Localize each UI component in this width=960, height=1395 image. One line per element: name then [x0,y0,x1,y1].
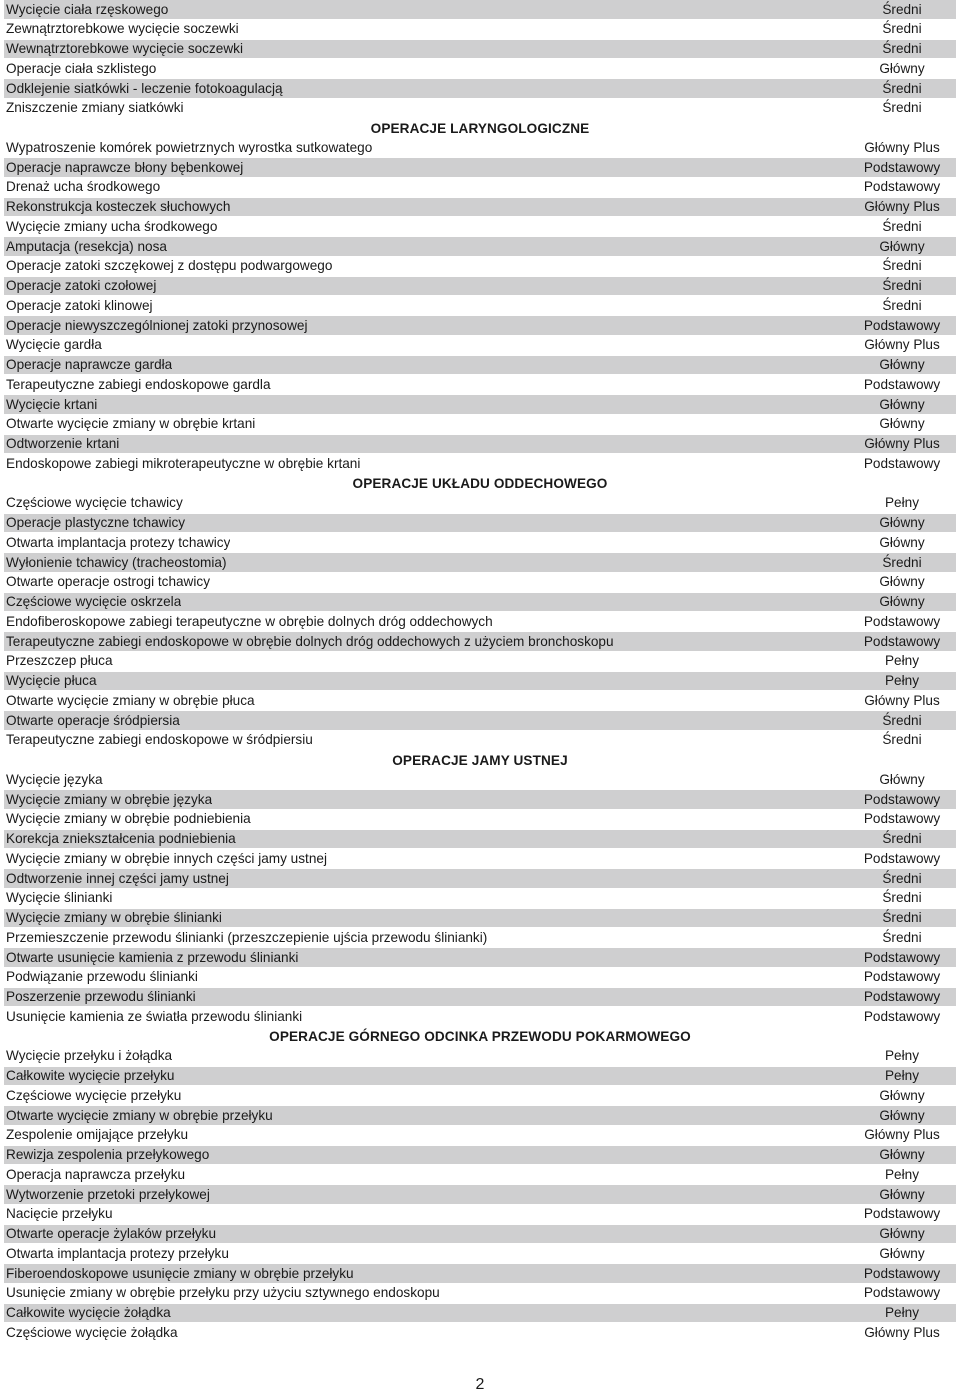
procedure-category: Podstawowy [863,989,941,1004]
procedure-name: Całkowite wycięcie żołądka [6,1305,171,1320]
procedure-name: Wycięcie zmiany w obrębie języka [6,791,213,807]
procedure-name: Przeszczep płuca [6,653,113,669]
table-row [4,257,956,277]
table-row [4,1205,956,1225]
table-row [4,711,956,731]
section-header: OPERACJE UKŁADU ODDECHOWEGO [352,476,608,491]
procedure-category: Pełny [884,1305,919,1320]
procedure-name: Otwarta implantacja protezy tchawicy [6,534,231,550]
table-row [4,277,956,297]
table-row [4,375,956,395]
procedure-name: Drenaż ucha środkowego [6,179,161,195]
table-row [4,20,956,40]
table-row [4,435,956,455]
procedure-category: Podstawowy [863,811,941,827]
table-row [4,178,956,198]
table-row [4,494,956,514]
procedure-category: Pełny [884,673,919,688]
procedure-name: Operacje ciała szklistego [6,60,157,76]
procedure-category: Podstawowy [863,159,941,175]
table-row [4,1067,956,1087]
procedure-category: Podstawowy [863,791,941,807]
table-row [4,395,956,415]
procedure-name: Operacje niewyszczególnionej zatoki przynosowej [6,317,308,333]
procedure-category: Pełny [884,653,919,669]
procedure-name: Wewnątrztorebkowe wycięcie soczewki [6,41,243,56]
procedure-category: Główny [879,1107,925,1123]
procedure-category: Główny [879,1087,925,1103]
procedure-name: Rewizja zespolenia przełykowego [6,1147,210,1162]
procedure-category: Pełny [884,1068,919,1083]
procedure-name: Wyłonienie tchawicy (tracheostomia) [6,554,227,570]
table-row [4,454,956,474]
procedure-category: Podstawowy [863,1285,941,1301]
procedure-category: Pełny [884,495,919,511]
table-row [4,0,956,20]
procedure-name: Endofiberoskopowe zabiegi terapeutyczne w obrębie dolnych dróg oddechowych [6,613,493,629]
procedure-category: Główny Plus [864,199,940,214]
table-row [4,770,956,790]
procedure-category: Średni [882,831,922,846]
table-row [4,336,956,356]
table-row [4,593,956,613]
procedure-category: Podstawowy [863,1206,941,1222]
procedure-category: Podstawowy [863,949,941,965]
procedure-name: Fiberoendoskopowe usunięcie zmiany w obrębie przełyku [6,1265,354,1281]
procedure-category: Średni [882,41,922,56]
table-row [4,1185,956,1205]
table-row [4,672,956,692]
procedure-category: Podstawowy [863,376,941,392]
table-row [4,514,956,534]
procedure-name: Operacje plastyczne tchawicy [6,515,186,530]
procedure-name: Otwarte wycięcie zmiany w obrębie przełyku [6,1107,273,1123]
procedure-category: Pełny [884,1048,919,1064]
table-row [4,691,956,711]
procedure-category: Średni [882,712,922,728]
procedure-name: Częściowe wycięcie tchawicy [6,495,183,511]
table-row [4,59,956,79]
table-row [4,810,956,830]
procedure-name: Wycięcie zmiany ucha środkowego [6,218,218,234]
procedure-name: Częściowe wycięcie oskrzela [6,594,182,609]
procedure-category: Podstawowy [863,633,941,649]
table-row [4,909,956,929]
procedure-name: Całkowite wycięcie przełyku [6,1068,175,1083]
page-number: 2 [475,1376,485,1393]
table-row [4,533,956,553]
procedure-name: Operacje naprawcze błony bębenkowej [6,159,244,175]
table-row [4,1284,956,1304]
table-row [4,869,956,889]
table-row [4,316,956,336]
procedure-table [4,0,956,1343]
procedure-category: Średni [882,297,922,313]
table-row [4,968,956,988]
procedure-name: Częściowe wycięcie przełyku [6,1087,182,1103]
procedure-name: Wycięcie języka [6,771,103,787]
table-row [4,612,956,632]
table-row [4,889,956,909]
procedure-category: Główny Plus [864,139,940,155]
procedure-category: Główny [879,1226,925,1241]
procedure-category: Średni [882,1,922,17]
procedure-category: Główny [879,357,925,372]
procedure-category: Główny Plus [864,692,940,708]
table-row [4,415,956,435]
procedure-name: Usunięcie zmiany w obrębie przełyku przy użyciu sztywnego endoskopu [6,1285,440,1301]
procedure-name: Odtworzenie innej części jamy ustnej [6,870,229,886]
procedure-category: Główny [879,771,925,787]
table-row [4,1007,956,1027]
procedure-name: Otwarte wycięcie zmiany w obrębie krtani [6,416,256,432]
procedure-name: Terapeutyczne zabiegi endoskopowe w śródpiersiu [6,732,313,748]
procedure-category: Główny [879,416,925,432]
procedure-name: Otwarte operacje ostrogi tchawicy [6,574,210,590]
section-header: OPERACJE GÓRNEGO ODCINKA PRZEWODU POKARMOWEGO [269,1029,691,1044]
procedure-category: Średni [882,732,922,748]
procedure-category: Główny [879,238,925,254]
procedure-name: Operacje zatoki klinowej [6,297,153,313]
table-row [4,138,956,158]
table-row [4,790,956,810]
table-row [4,237,956,257]
table-row [4,99,956,119]
procedure-name: Rekonstrukcja kosteczek słuchowych [6,199,231,214]
procedure-category: Średni [882,554,922,570]
table-row [4,79,956,99]
procedure-category: Podstawowy [863,1265,941,1281]
procedure-name: Poszerzenie przewodu ślinianki [6,989,196,1004]
table-row [4,1264,956,1284]
procedure-name: Wycięcie ślinianki [6,890,113,906]
procedure-category: Główny [879,534,925,550]
table-row [4,1165,956,1185]
procedure-name: Usunięcie kamienia ze światła przewodu ślinianki [6,1008,303,1024]
procedure-name: Wycięcie przełyku i żołądka [6,1048,173,1064]
procedure-name: Otwarte usunięcie kamienia z przewodu ślinianki [6,949,299,965]
table-row [4,632,956,652]
table-row [4,1086,956,1106]
procedure-category: Podstawowy [863,179,941,195]
procedure-name: Wycięcie krtani [6,396,98,412]
table-row [4,948,956,968]
section-header: OPERACJE JAMY USTNEJ [392,752,568,768]
procedure-name: Operacje zatoki czołowej [6,278,157,293]
procedure-name: Nacięcie przełyku [6,1206,113,1222]
procedure-category: Średni [882,100,922,116]
procedure-category: Średni [882,218,922,234]
procedure-category: Główny [879,1147,925,1162]
procedure-name: Endoskopowe zabiegi mikroterapeutyczne w obrębie krtani [6,455,361,471]
table-row [4,849,956,869]
procedure-name: Operacje zatoki szczękowej z dostępu podwargowego [6,258,333,274]
procedure-name: Przemieszczenie przewodu ślinianki (przeszczepienie ujścia przewodu ślinianki) [6,929,488,945]
procedure-name: Zniszczenie zmiany siatkówki [6,100,184,116]
procedure-name: Wycięcie ciała rzęskowego [6,1,169,17]
procedure-name: Otwarta implantacja protezy przełyku [6,1245,229,1261]
procedure-name: Otwarte operacje śródpiersia [6,712,180,728]
procedure-name: Zespolenie omijające przełyku [6,1127,189,1143]
table-row [4,988,956,1008]
procedure-category: Główny Plus [864,436,940,451]
procedure-name: Otwarte operacje żylaków przełyku [6,1226,217,1241]
procedure-name: Terapeutyczne zabiegi endoskopowe gardla [6,376,271,392]
procedure-name: Wycięcie zmiany w obrębie innych części jamy ustnej [6,850,327,866]
table-row [4,40,956,60]
procedure-category: Główny Plus [864,1324,940,1340]
procedure-name: Operacje naprawcze gardła [6,357,173,372]
procedure-category: Średni [882,890,922,906]
procedure-category: Średni [882,929,922,945]
procedure-category: Główny [879,396,925,412]
table-row [4,217,956,237]
procedure-category: Pełny [884,1166,919,1182]
table-row [4,830,956,850]
table-row [4,1304,956,1324]
procedure-category: Główny [879,1186,925,1202]
table-row [4,1126,956,1146]
procedure-category: Główny [879,515,925,530]
procedure-name: Odtworzenie krtani [6,436,120,451]
procedure-category: Średni [882,870,922,886]
procedure-name: Częściowe wycięcie żołądka [6,1324,178,1340]
procedure-category: Główny [879,1245,925,1261]
table-row [4,731,956,751]
procedure-category: Główny Plus [864,337,940,353]
table-row [4,158,956,178]
table-row [4,928,956,948]
procedure-name: Odklejenie siatkówki - leczenie fotokoagulacją [6,80,283,96]
procedure-name: Wycięcie gardła [6,337,102,353]
table-row [4,1106,956,1126]
procedure-name: Wytworzenie przetoki przełykowej [6,1186,210,1202]
procedure-name: Wycięcie zmiany w obrębie podniebienia [6,811,251,827]
procedure-category: Podstawowy [863,317,941,333]
procedure-category: Średni [882,258,922,274]
table-row [4,553,956,573]
procedure-category: Główny [879,594,925,609]
procedure-name: Wypatroszenie komórek powietrznych wyrostka sutkowatego [6,139,373,155]
procedure-name: Wycięcie płuca [6,673,97,688]
procedure-name: Podwiązanie przewodu ślinianki [6,969,198,985]
table-row [4,296,956,316]
procedure-category: Podstawowy [863,613,941,629]
table-row [4,573,956,593]
table-row [4,1225,956,1245]
procedure-name: Korekcja zniekształcenia podniebienia [6,831,236,846]
procedure-category: Średni [882,278,922,293]
procedure-name: Zewnątrztorebkowe wycięcie soczewki [6,21,239,37]
procedure-category: Główny [879,60,925,76]
procedure-category: Główny Plus [864,1127,940,1143]
procedure-category: Podstawowy [863,969,941,985]
table-row [4,198,956,218]
procedure-category: Podstawowy [863,455,941,471]
procedure-name: Operacja naprawcza przełyku [6,1166,186,1182]
table-row [4,652,956,672]
table-row [4,1244,956,1264]
table-row [4,1146,956,1166]
procedure-category: Podstawowy [863,1008,941,1024]
procedure-category: Średni [882,80,922,96]
table-row [4,1323,956,1343]
section-header: OPERACJE LARYNGOLOGICZNE [370,120,590,136]
procedure-category: Średni [882,21,922,37]
procedure-name: Amputacja (resekcja) nosa [6,238,167,254]
procedure-category: Główny [879,574,925,590]
table-row [4,1047,956,1067]
procedure-name: Wycięcie zmiany w obrębie ślinianki [6,910,222,925]
table-row [4,356,956,376]
procedure-name: Otwarte wycięcie zmiany w obrębie płuca [6,692,255,708]
procedure-category: Podstawowy [863,850,941,866]
procedure-name: Terapeutyczne zabiegi endoskopowe w obrębie dolnych dróg oddechowych z użyciem bronchoskopu [6,633,614,649]
procedure-category: Średni [882,910,922,925]
